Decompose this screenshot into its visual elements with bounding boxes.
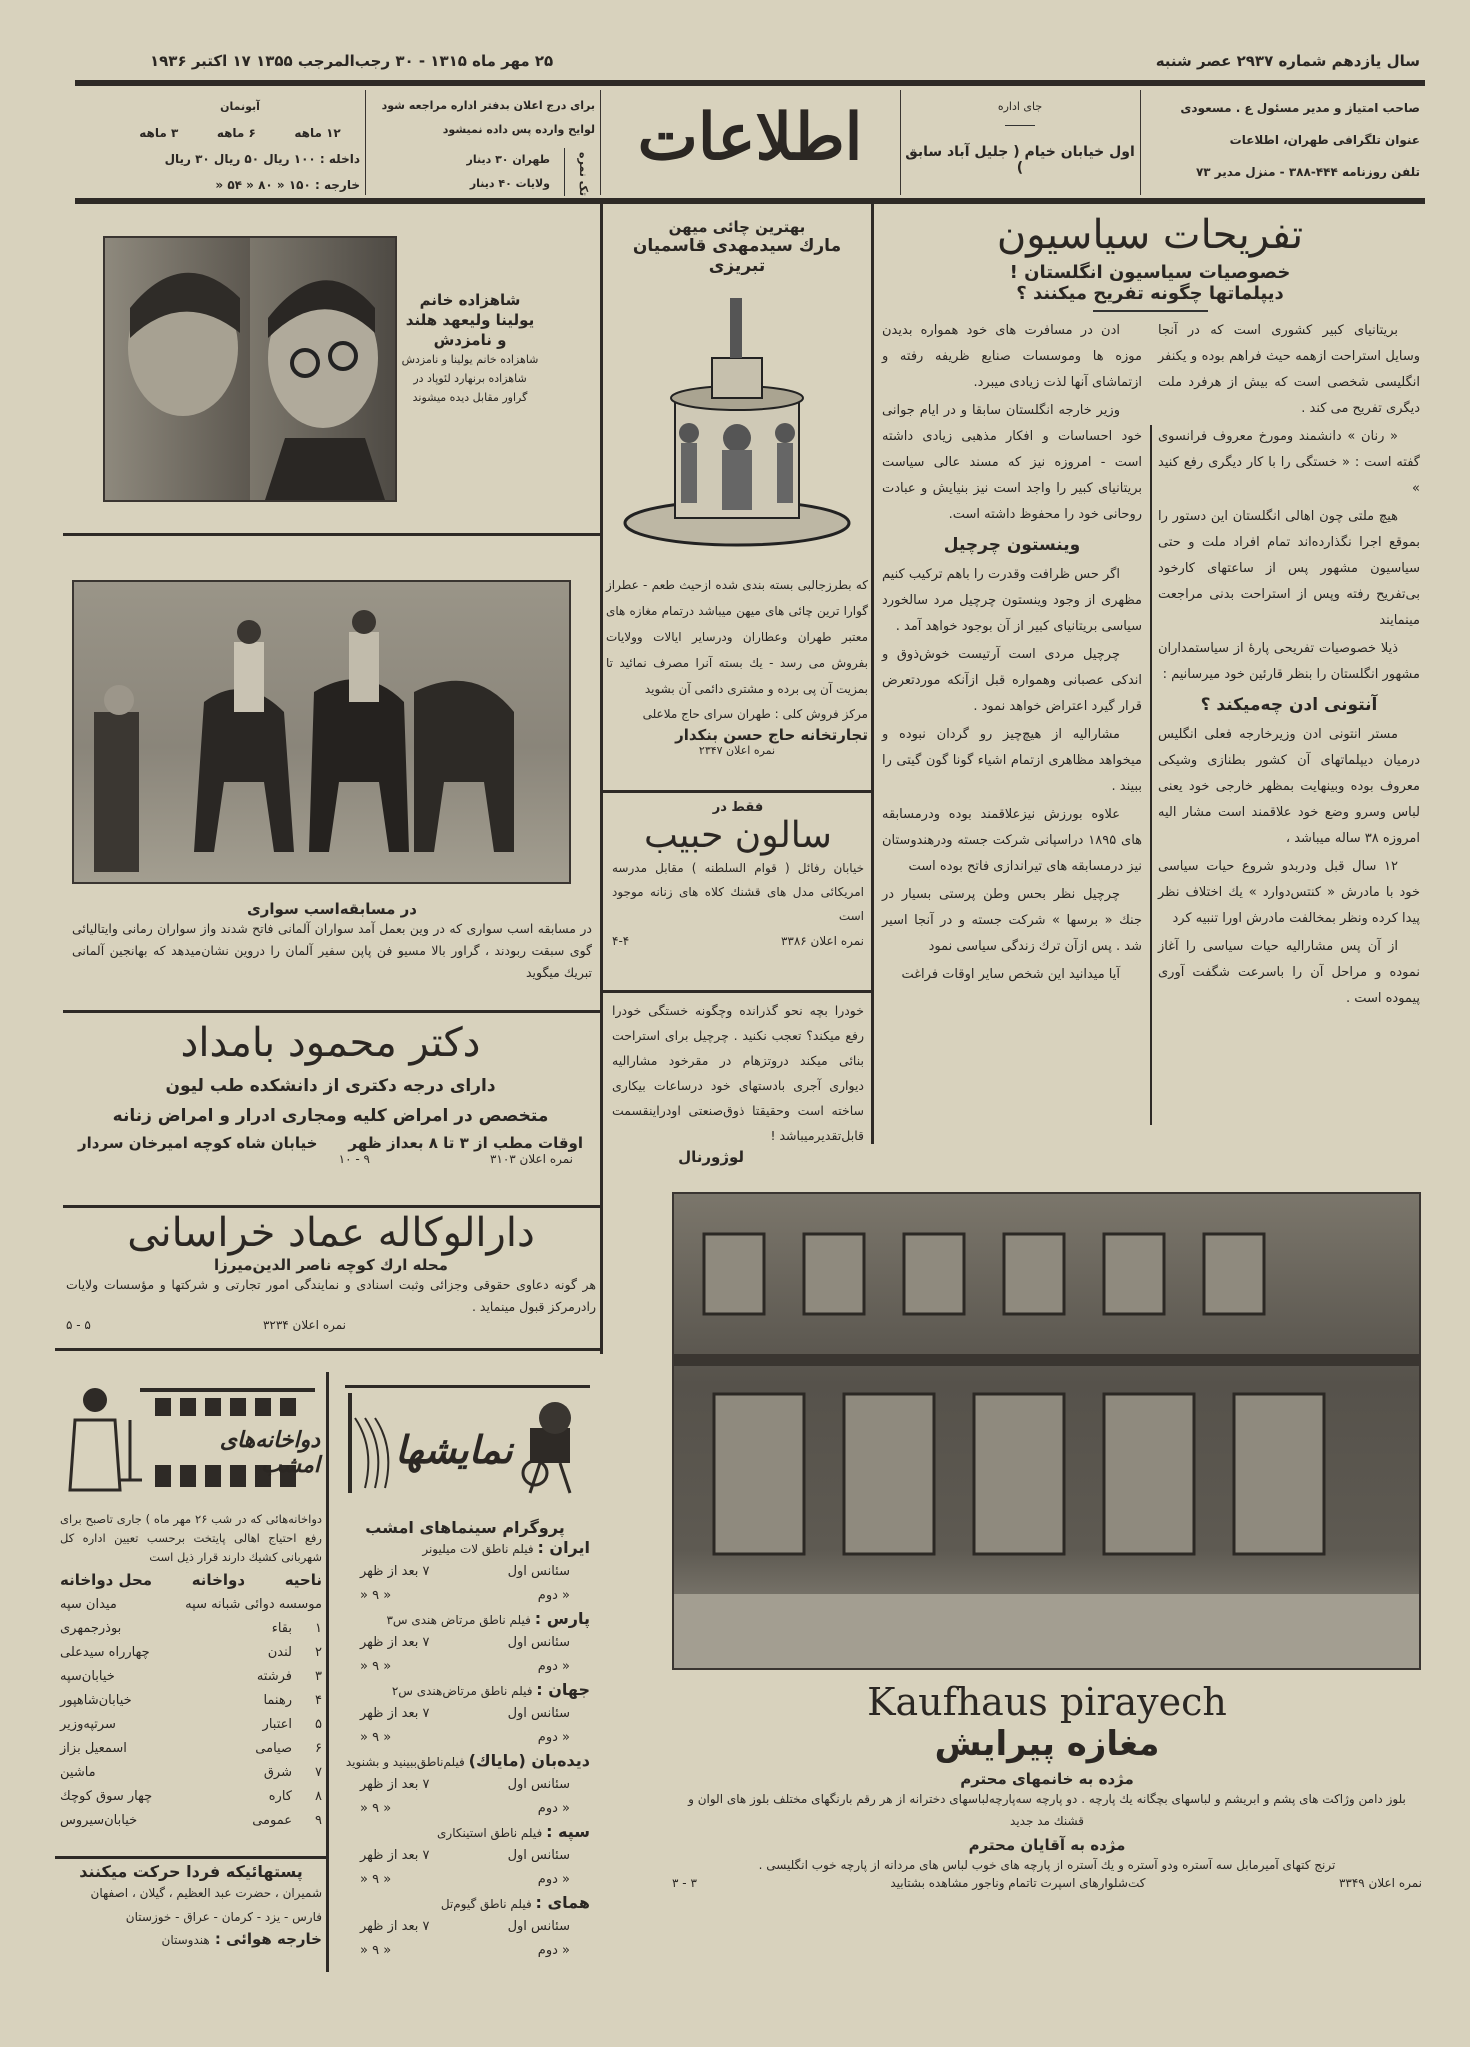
ad-number: نمره اعلان ۳۳۴۹	[1338, 1876, 1422, 1890]
pharmacy-rows	[60, 1617, 322, 1833]
show-time: ۷ بعد از ظهر	[360, 1919, 430, 1934]
office-address: خیابان شاه کوچه امیرخان سردار	[78, 1134, 318, 1152]
cinema-banner-title: نمایشها	[395, 1428, 513, 1472]
section-rule	[63, 1010, 600, 1013]
masthead-divider	[600, 90, 601, 195]
horse-photo-caption	[72, 900, 592, 984]
film-title: فیلم‌ناطق‌ببینید و بشنوید	[345, 1755, 465, 1769]
district-number: ۴	[315, 1693, 322, 1708]
pharmacy-place: خیابان‌سیروس	[60, 1813, 138, 1828]
paragraph: از آن پس مشارالیه حیات سیاسی را آغاز نموده و مراحل آن را باسرعت شگفت آوری پیموده است .	[1158, 939, 1420, 1006]
ad-number: نمره اعلان ۲۳۴۷	[698, 744, 776, 757]
cinema-entry	[340, 1537, 590, 1608]
office-label: جای اداره	[997, 100, 1043, 113]
cinema-banner	[345, 1385, 590, 1498]
ad-issue: ۹ - ۱۰	[338, 1152, 370, 1166]
show-time: « ۹ «	[360, 1588, 392, 1603]
newspaper-logo: اطلاعات	[637, 100, 863, 175]
pharmacy-name: کاره	[268, 1789, 292, 1804]
lawyer-name: دارالوکاله عماد خراسانی	[127, 1210, 535, 1256]
fountain-illustration	[617, 288, 857, 558]
article-subtitle: خصوصیات سیاسیون انگلستان !	[1009, 262, 1291, 283]
cinema-program-title: پروگرام سینماهای امشب	[365, 1518, 565, 1537]
tea-body: که بطرزجالبی بسته بندی شده ازحیث طعم - عطراز گوارا ترین چائی های میهن میباشد درتمام مغازه های معتبر طهران وعطاران ودرسایر ایالات وولایات بفروش می رسد - یك بسته آنرا مصرف نمائید تا بمزیت آن پی برده و مشتری دائمی آن بشوید	[606, 578, 868, 696]
price-provinces: ولایات ۴۰ دینار	[469, 177, 550, 190]
film-title: فیلم ناطق استینکاری	[437, 1826, 543, 1840]
masthead-divider	[365, 90, 366, 195]
doctor-name: دکتر محمود بامداد	[180, 1020, 481, 1066]
paragraph: ادن در مسافرت های خود همواره بدیدن موزه ها وموسسات صنایع ظریفه رفته و ازتماشای آنها لذت زیادی میبرد.	[882, 323, 1142, 390]
ladies-body: بلوز دامن وژاکت های پشم و ابریشم و لباسهای بچگانه یك پارچه . دو پارچه سه‌پارچه‌لباسهای دخترانه از هر رقم بارنگهای مختلف بلوز های الوان و قشنك مد جدید	[688, 1792, 1406, 1828]
pharmacy-place: اسمعیل بزاز	[60, 1741, 127, 1756]
article-column-right	[1158, 318, 1420, 1014]
building-shapes	[674, 1194, 1419, 1668]
pharmacy-row	[60, 1665, 322, 1689]
show-label: سئانس اول	[507, 1706, 570, 1721]
lawyer-body: هر گونه دعاوی حقوقی وجزائی وثبت اسنادی و نمایندگی امور تجارتی و شرکتها و مؤسسات ولایات رادرمرکز قبول مینماید .	[66, 1277, 596, 1314]
departing-posts	[60, 1862, 322, 1948]
show-time: « ۹ «	[360, 1730, 392, 1745]
sub-col: ۳ ماهه	[139, 126, 179, 140]
paragraph: چرچیل مردی است آرتیست خوش‌ذوق و اندکی عصبانی وهمواره قبل ازآنکه موردتعرض قرار گیرد اعتراض خواهد نمود .	[882, 647, 1142, 714]
ad-issue: ۳ - ۳	[672, 1876, 697, 1890]
col-header-pharmacy: دواخانه	[191, 1571, 246, 1589]
publisher-box	[1145, 92, 1420, 188]
source: لوژورنال	[678, 1148, 744, 1166]
subscription-box	[120, 94, 360, 198]
show-label: سئانس اول	[507, 1635, 570, 1650]
film-title: فیلم ناطق مرتاض هندی س۳	[386, 1613, 531, 1627]
show-label: « دوم	[537, 1943, 570, 1958]
film-title: فیلم ناطق مرتاض‌هندی س۲	[391, 1684, 533, 1698]
section-rule	[603, 990, 871, 993]
cinema-name: پارس :	[534, 1609, 590, 1628]
show-time: ۷ بعد از ظهر	[360, 1635, 430, 1650]
ad-number: نمره اعلان ۳۳۸۶	[780, 934, 864, 948]
paragraph: ۱۲ سال قبل ودربدو شروع حیات سیاسی خود با مادرش « کنتس‌دوارد » یك اختلاف نظر پیدا کرده ونظر بمخالفت مادرش اورا تنبیه کرد	[1158, 859, 1420, 926]
doctor-specialty: متخصص در امراض کلیه ومجاری ادرار و امراض زنانه	[112, 1106, 549, 1126]
column-rule	[1150, 425, 1152, 1125]
district-number: ۲	[315, 1645, 322, 1660]
column-rule	[600, 204, 603, 1354]
subscription-label: آبونمان	[220, 100, 260, 113]
pharmacy-list	[60, 1510, 322, 1833]
ad-number: نمره اعلان ۳۱۰۳	[489, 1152, 573, 1166]
caption-body: شاهزاده خانم یولینا و نامزدش شاهزاده برنهارد لئوپاد در گراور مقابل دیده میشوند	[401, 353, 539, 404]
ad-issue: ۵ - ۵	[66, 1318, 91, 1332]
air-mail-label: خارجه هوائی :	[214, 1930, 322, 1948]
article-column-left	[882, 318, 1142, 990]
pharmacy-place: بوذرجمهری	[60, 1621, 122, 1636]
district-number: ۶	[315, 1741, 322, 1756]
pharmacy-name: فرشته	[256, 1669, 292, 1684]
show-time: ۷ بعد از ظهر	[360, 1777, 430, 1792]
pharmacy-row	[60, 1641, 322, 1665]
show-time: « ۹ «	[360, 1659, 392, 1674]
paragraph: بریتانیای کبیر کشوری است که در آنجا وسایل استراحت ازهمه حیث فراهم بوده و یکنفر انگلیسی شخصی است که بیش از هرفرد ملت دیگری تفریح می کند .	[1158, 323, 1420, 416]
sub-foreign: خارجه : ۱۵۰ « ۸۰ « ۵۴ «	[215, 178, 360, 192]
kaufhaus-ad	[672, 1680, 1422, 1890]
caption-title: شاهزاده خانم یولینا ولیعهد هلند و نامزدش	[405, 291, 535, 349]
departures-line: فارس - یزد - کرمان - عراق - خوزستان	[125, 1910, 322, 1924]
pharmacy-row	[60, 1785, 322, 1809]
caption-body: در مسابقه اسب سواری که در وین بعمل آمد سواران آلمانی فاتح شدند واز سواران رمانی وایتالیائی گوی سبقت ربودند ، گراور بالا مسیو فن پاپن سفیر آلمان را دروین نشان‌میدهد که بهانجین آلمانی تبریك میگوید	[72, 921, 592, 980]
ads-info-line: برای درج اعلان بدفتر اداره مراجعه شود	[381, 99, 595, 112]
office-address: اول خیابان خیام ( جلیل آباد سابق )	[905, 144, 1135, 176]
paragraph: وزیر خارجه انگلستان سابقا و در ایام جوانی خود احساسات و افکار مذهبی زیادی داشته است - امروزه نیز که مسند عالی سیاست بریتانیای کبیر را واجد است نیز بنیایش و عبادت روحانی خود را محفوظ داشته است.	[882, 403, 1142, 522]
cinema-name: جهان :	[536, 1680, 590, 1699]
district-number: ۱	[315, 1621, 322, 1636]
cinema-name: دیده‌بان (مایاك)	[468, 1751, 590, 1770]
royal-photo-caption	[400, 290, 540, 407]
cinema-entry	[340, 1608, 590, 1679]
show-time: « ۹ «	[360, 1943, 392, 1958]
pharmacy-row	[60, 1617, 322, 1641]
telegraph-line: عنوان تلگرافی طهران، اطلاعات	[1229, 133, 1420, 147]
show-label: سئانس اول	[507, 1564, 570, 1579]
pharmacy-place: سرتپه‌وزیر	[60, 1717, 116, 1732]
departures-title: پستهائیکه فردا حرکت میکنند	[79, 1862, 303, 1881]
section-rule	[63, 533, 600, 536]
cinema-entry	[340, 1821, 590, 1892]
district-number: ۷	[315, 1765, 322, 1780]
masthead-top-rule	[75, 80, 1425, 86]
pharmacy-name: عمومی	[252, 1813, 292, 1828]
pharmacy-intro: دواخانه‌هائی که در شب ۲۶ مهر ماه ) جاری تاصبح برای رفع احتیاج اهالی پایتخت برحسب تعیین اداره کل شهربانی کشیك دارند قرار ذیل است	[60, 1512, 322, 1564]
tea-headline: بهترین چائی میهن	[668, 218, 806, 236]
sub-domestic: داخله : ۱۰۰ ریال ۵۰ ریال ۳۰ ریال	[164, 152, 360, 166]
pharmacy-row	[60, 1593, 322, 1617]
article-subtitle: دیپلماتها چگونه تفریح میکنند ؟	[1016, 283, 1284, 304]
cinema-program	[340, 1518, 590, 1963]
show-label: « دوم	[537, 1872, 570, 1887]
cinema-entry	[340, 1679, 590, 1750]
district-number: ۵	[315, 1717, 322, 1732]
pharmacy-name: بقاء	[271, 1621, 292, 1636]
men-title: مژده به آقایان محترم	[968, 1836, 1126, 1854]
show-time: « ۹ «	[360, 1801, 392, 1816]
price-tehran: طهران ۳۰ دینار	[466, 153, 550, 166]
departures-line: شمیران ، حضرت عبد العظیم ، گیلان ، اصفهان	[90, 1886, 322, 1900]
pharmacy-banner	[60, 1380, 320, 1495]
article	[880, 212, 1420, 312]
show-time: ۷ بعد از ظهر	[360, 1706, 430, 1721]
cinema-entry	[340, 1750, 590, 1821]
subhead-churchill: وینستون چرچیل	[943, 535, 1081, 555]
ad-number: نمره اعلان ۳۲۳۴	[262, 1318, 346, 1332]
tea-ad	[606, 208, 868, 788]
pharmacy-name: اعتبار	[262, 1717, 292, 1732]
pharmacy-name: شرق	[263, 1765, 292, 1780]
caption-title: در مسابقه‌اسب سواری	[247, 900, 417, 918]
masthead-bottom-rule	[75, 198, 1425, 204]
pharmacy-name: رهنما	[263, 1693, 292, 1708]
single-price-label: تک نمره	[564, 148, 595, 196]
masthead-divider	[900, 90, 901, 195]
paragraph: « رنان » دانشمند ومورخ معروف فرانسوی گفته است : « خستگی را با کار دیگری رفع کنید »	[1158, 429, 1420, 496]
office-hours: اوقات مطب از ۳ تا ۸ بعداز ظهر	[348, 1134, 583, 1152]
show-time: ۷ بعد از ظهر	[360, 1848, 430, 1863]
cinema-name: سپه :	[546, 1822, 590, 1841]
doctor-degree: دارای درجه دکتری از دانشکده طب لیون	[165, 1076, 496, 1096]
district-number: ۸	[315, 1789, 322, 1804]
pharmacy-row	[60, 1809, 322, 1833]
men-body-2: کت‌شلوارهای اسپرت تاتمام وناجور مشاهده بشتابید	[890, 1876, 1146, 1890]
ladies-title: مژده به خانمهای محترم	[960, 1770, 1134, 1788]
show-time: ۷ بعد از ظهر	[360, 1564, 430, 1579]
pharmacy-row	[60, 1737, 322, 1761]
portrait-shapes	[105, 238, 395, 500]
date-line: ۲۵ مهر ماه ۱۳۱۵ - ۳۰ رجب‌المرجب ۱۳۵۵ ۱۷ اکتبر ۱۹۳۶	[150, 52, 554, 70]
salon-body: خیابان رفائل ( قوام السلطنه ) مقابل مدرسه امریکائی مدل های قشنك کلاه های زنانه موجود است	[612, 861, 864, 923]
store-latin-name: Kaufhaus pirayech	[867, 1680, 1227, 1724]
masthead-divider	[1140, 90, 1141, 195]
column-rule	[326, 1372, 329, 1972]
pharmacy-name: لندن	[267, 1645, 292, 1660]
air-mail-destination: هندوستان	[161, 1933, 210, 1947]
district-number: ۳	[315, 1669, 322, 1684]
subhead-eden: آنتونی ادن چه‌میکند ؟	[1200, 695, 1378, 715]
paragraph: مستر انتونی ادن وزیرخارجه فعلی انگلیس درمیان دیپلماتهای آن کشور بطنازی وشیکی معروف بوده وبینهایت بمظهر خارجی خود یعنی لباس وسرو وضع خود علاقمند است مشار الیه امروزه ۳۸ ساله میباشد ،	[1158, 727, 1420, 846]
cinema-entry	[340, 1892, 590, 1963]
show-label: « دوم	[537, 1801, 570, 1816]
lawyer-ad	[66, 1210, 596, 1332]
article-title: تفریحات سیاسیون	[996, 212, 1304, 258]
phone-line: تلفن روزنامه ۴۴۴-۳۸۸ - منزل مدیر ۷۳	[1195, 165, 1420, 179]
pharmacy-place: ماشین	[60, 1765, 96, 1780]
paragraph: خودرا بچه نحو گذرانده وچگونه خستگی خودرا رفع میکند؟ تعجب نکنید . چرچیل برای استراحت بنائی میکند دروتزهام در مقرخود مشارالیه دیواری آجری بادستهای خود درساعات بیکاری ساخته است وحقیقتا ذوق‌صنعتی اودراینقسمت قابل‌تقدیرمیباشد !	[612, 1003, 864, 1143]
doctor-ad	[68, 1020, 593, 1166]
ads-info-line: لوایح وارده پس داده نمیشود	[442, 123, 595, 136]
publisher-line: صاحب امتیاز و مدیر مسئول ع . مسعودی	[1180, 101, 1420, 115]
salon-name: سالون حبیب	[644, 815, 832, 856]
royal-couple-photo	[103, 236, 397, 502]
paragraph: اگر حس ظرافت وقدرت را باهم ترکیب کنیم مظهری از وجود وینستون چرچیل مرد سالخورد سیاسی بریتانیای کبیر از آن بوجود خواهد آمد .	[882, 567, 1142, 634]
cinema-name: همای :	[535, 1893, 590, 1912]
ad-issue: ۴-۴	[612, 934, 630, 948]
show-label: « دوم	[537, 1659, 570, 1674]
churchill-continuation	[612, 998, 864, 1166]
show-label: سئانس اول	[507, 1777, 570, 1792]
pharmacy-place: میدان سپه	[60, 1597, 117, 1612]
tea-seller: تجارتخانه حاج حسن بنکدار	[675, 726, 868, 744]
pharmacy-row	[60, 1761, 322, 1785]
pharmacy-place: خیابان‌سپه	[60, 1669, 115, 1684]
paragraph: آیا میدانید این شخص سایر اوقات فراغت	[901, 967, 1120, 982]
sub-col: ۱۲ ماهه	[294, 126, 341, 140]
pharmacy-row	[60, 1713, 322, 1737]
paragraph: ذیلا خصوصیات تفریحی پارهٔ از سیاستمداران مشهور انگلستان را بنظر قارئین خود میرسانیم :	[1158, 641, 1420, 682]
section-rule	[55, 1856, 326, 1859]
pharmacy-place: خیابان‌شاهپور	[60, 1693, 132, 1708]
section-rule	[63, 1205, 600, 1208]
film-title: فیلم ناطق لات میلیونر	[422, 1542, 534, 1556]
horse-race-photo	[72, 580, 571, 884]
issue-info: سال یازدهم شماره ۲۹۳۷ عصر شنبه	[1155, 52, 1420, 70]
salon-pre: فقط در	[712, 800, 764, 815]
pharmacy-place: چهارراه سیدعلی	[60, 1645, 150, 1660]
film-title: فیلم ناطق گیوم‌تل	[440, 1897, 532, 1911]
section-rule	[603, 790, 871, 793]
show-label: سئانس اول	[507, 1919, 570, 1934]
column-rule	[871, 204, 874, 1144]
cinema-list	[340, 1537, 590, 1963]
pharmacy-name: صیامی	[255, 1741, 292, 1756]
pharmacy-banner-title: دواخانه‌های امشب	[219, 1428, 320, 1478]
tea-sales-center: مرکز فروش کلی : طهران سرای حاج ملاعلی	[642, 707, 868, 721]
pharmacy-row	[60, 1689, 322, 1713]
section-rule	[55, 1348, 600, 1351]
office-box	[905, 100, 1135, 176]
store-name: مغازه پیرایش	[934, 1724, 1160, 1764]
show-time: « ۹ «	[360, 1872, 392, 1887]
pharmacy-name: موسسه دوائی شبانه سپه	[185, 1597, 322, 1612]
salon-ad	[612, 800, 864, 948]
show-label: « دوم	[537, 1588, 570, 1603]
paragraph: هیچ ملتی چون اهالی انگلستان این دستور را بموقع اجرا نگذارده‌اند تمام افراد ملت و حتی سیاسیون مشهور پس از ساعتهای کارخود بی‌تفریح رفته وپس از استراحت بدنی مراجعت مینمایند	[1158, 509, 1420, 628]
show-label: سئانس اول	[507, 1848, 570, 1863]
pharmacy-place: چهار سوق کوچك	[60, 1789, 153, 1804]
paragraph: مشارالیه از هیچ‌چیز رو گردان نبوده و میخواهد مظاهری ازتمام اشیاء گونا گون گیتی را ببیند .	[882, 727, 1142, 794]
show-label: « دوم	[537, 1730, 570, 1745]
district-number: ۹	[315, 1813, 322, 1828]
lawyer-address: محله ارك کوچه ناصر الدین‌میرزا	[214, 1256, 448, 1274]
horses-shapes	[74, 582, 569, 882]
men-body: ترنج کتهای آمیرمابل سه آستره ودو آستره و یك آستره از پارچه های خوب لباس های مردانه از پارچه خوب انگلیسی .	[758, 1858, 1336, 1872]
store-building-photo	[672, 1192, 1421, 1670]
cinema-name: ایران :	[537, 1538, 590, 1557]
tea-brand: مارك سیدمهدی قاسمیان تبریزی	[632, 236, 842, 276]
sub-col: ۶ ماهه	[216, 126, 256, 140]
paragraph: چرچیل نظر بحس وطن پرستی بسیار در جنك « برسها » شرکت جسته و در آنجا اسیر شد . پس ازآن ترك زندگی سیاسی نمود	[882, 887, 1142, 954]
col-header-district: ناحیه	[284, 1571, 322, 1589]
paragraph: علاوه بورزش نیزعلاقمند بوده ودرمسابقه های ۱۸۹۵ دراسپانی شرکت جسته ودرهندوستان نیز درمسابقه های تیراندازی فاتح بوده است	[882, 807, 1143, 874]
ads-info	[370, 94, 595, 196]
col-header-location: محل دواخانه	[60, 1571, 153, 1589]
